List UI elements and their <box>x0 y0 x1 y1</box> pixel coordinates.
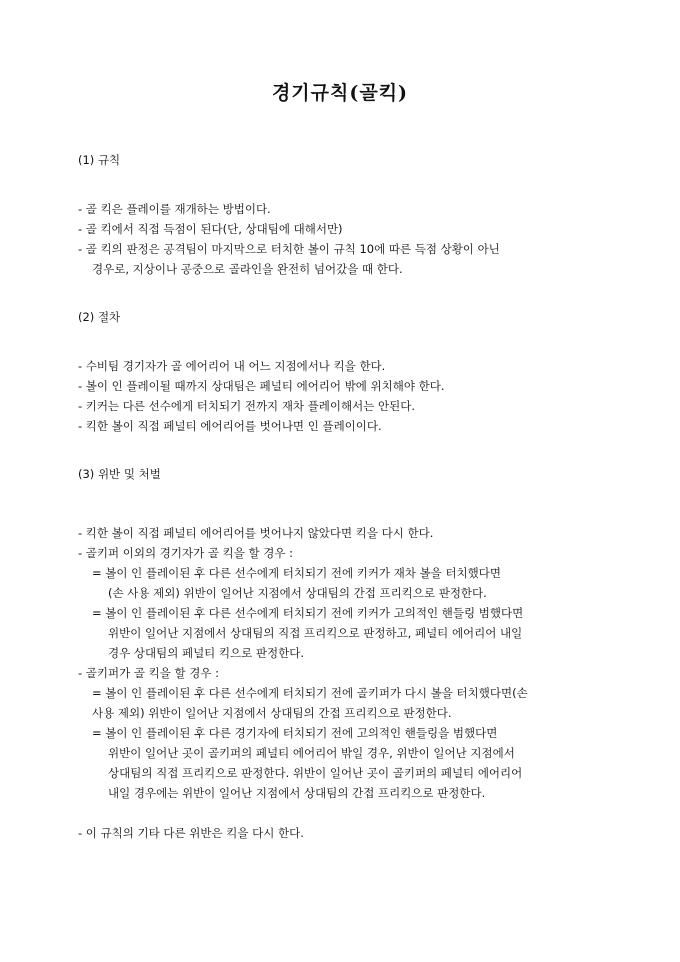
section-2-heading: (2) 절차 <box>78 310 121 324</box>
section-3-line: (손 사용 제외) 위반이 일어난 지점에서 상대팀의 간접 프리킥으로 판정한다. <box>108 586 487 600</box>
section-3-line: = 볼이 인 플레이된 후 다른 선수에게 터치되기 전에 키커가 재차 볼을 터치했다면 <box>92 566 501 580</box>
page-title: 경기규칙(골킥) <box>271 82 409 104</box>
section-3-line: - 골키퍼가 골 킥을 할 경우 : <box>78 666 220 680</box>
section-2-line: - 볼이 인 플레이될 때까지 상대팀은 페널티 에어리어 밖에 위치해야 한다. <box>78 379 445 393</box>
section-1-line: 경우로, 지상이나 공중으로 골라인을 완전히 넘어갔을 때 한다. <box>92 262 403 276</box>
section-3-line: 위반이 일어난 지점에서 상대팀의 직접 프리킥으로 판정하고, 페널티 에어리어 내일 <box>108 626 523 640</box>
section-3-line: = 볼이 인 플레이된 후 다른 선수에게 터치되기 전에 골키퍼가 다시 볼을 터치했다면(손 <box>92 686 528 700</box>
section-2-line: - 킥한 볼이 직접 페널티 에어리어를 벗어나면 인 플레이이다. <box>78 419 382 433</box>
section-3-line: 내일 경우에는 위반이 일어난 지점에서 상대팀의 간접 프리킥으로 판정한다. <box>108 786 486 800</box>
section-1-line: - 골 킥에서 직접 득점이 된다(단, 상대팀에 대해서만) <box>78 222 343 236</box>
section-2-line: - 수비팀 경기자가 골 에어리어 내 어느 지점에서나 킥을 한다. <box>78 359 386 373</box>
section-3-line: 위반이 일어난 곳이 골키퍼의 페널티 에어리어 밖일 경우, 위반이 일어난 지점에서 <box>108 746 515 760</box>
section-3-line: = 볼이 인 플레이된 후 다른 경기자에 터치되기 전에 고의적인 핸들링을 범했다면 <box>92 726 498 740</box>
section-3-line: - 이 규칙의 기타 다른 위반은 킥을 다시 한다. <box>78 826 304 840</box>
section-1-line: - 골 킥의 판정은 공격팀이 마지막으로 터치한 볼이 규칙 10에 따른 득점 상황이 아닌 <box>78 242 500 256</box>
section-3-line: 상대팀의 직접 프리킥으로 판정한다. 위반이 일어난 곳이 골키퍼의 페널티 에어리어 <box>108 766 523 780</box>
section-3-line: - 골키퍼 이외의 경기자가 골 킥을 할 경우 : <box>78 546 294 560</box>
section-3-line: 사용 제외) 위반이 일어난 지점에서 상대팀의 간접 프리킥으로 판정한다. <box>92 706 452 720</box>
section-1-heading: (1) 규칙 <box>78 153 121 167</box>
section-1-line: - 골 킥은 플레이를 재개하는 방법이다. <box>78 202 271 216</box>
section-2-line: - 키커는 다른 선수에게 터치되기 전까지 재차 플레이해서는 안된다. <box>78 399 415 413</box>
section-3-heading: (3) 위반 및 처벌 <box>78 467 161 481</box>
section-3-line: 경우 상대팀의 페널티 킥으로 판정한다. <box>108 646 305 660</box>
section-3-line: = 볼이 인 플레이된 후 다른 선수에게 터치되기 전에 키커가 고의적인 핸들링 범했다면 <box>92 606 524 620</box>
section-3-line: - 킥한 볼이 직접 페널티 에어리어를 벗어나지 않았다면 킥을 다시 한다. <box>78 526 434 540</box>
